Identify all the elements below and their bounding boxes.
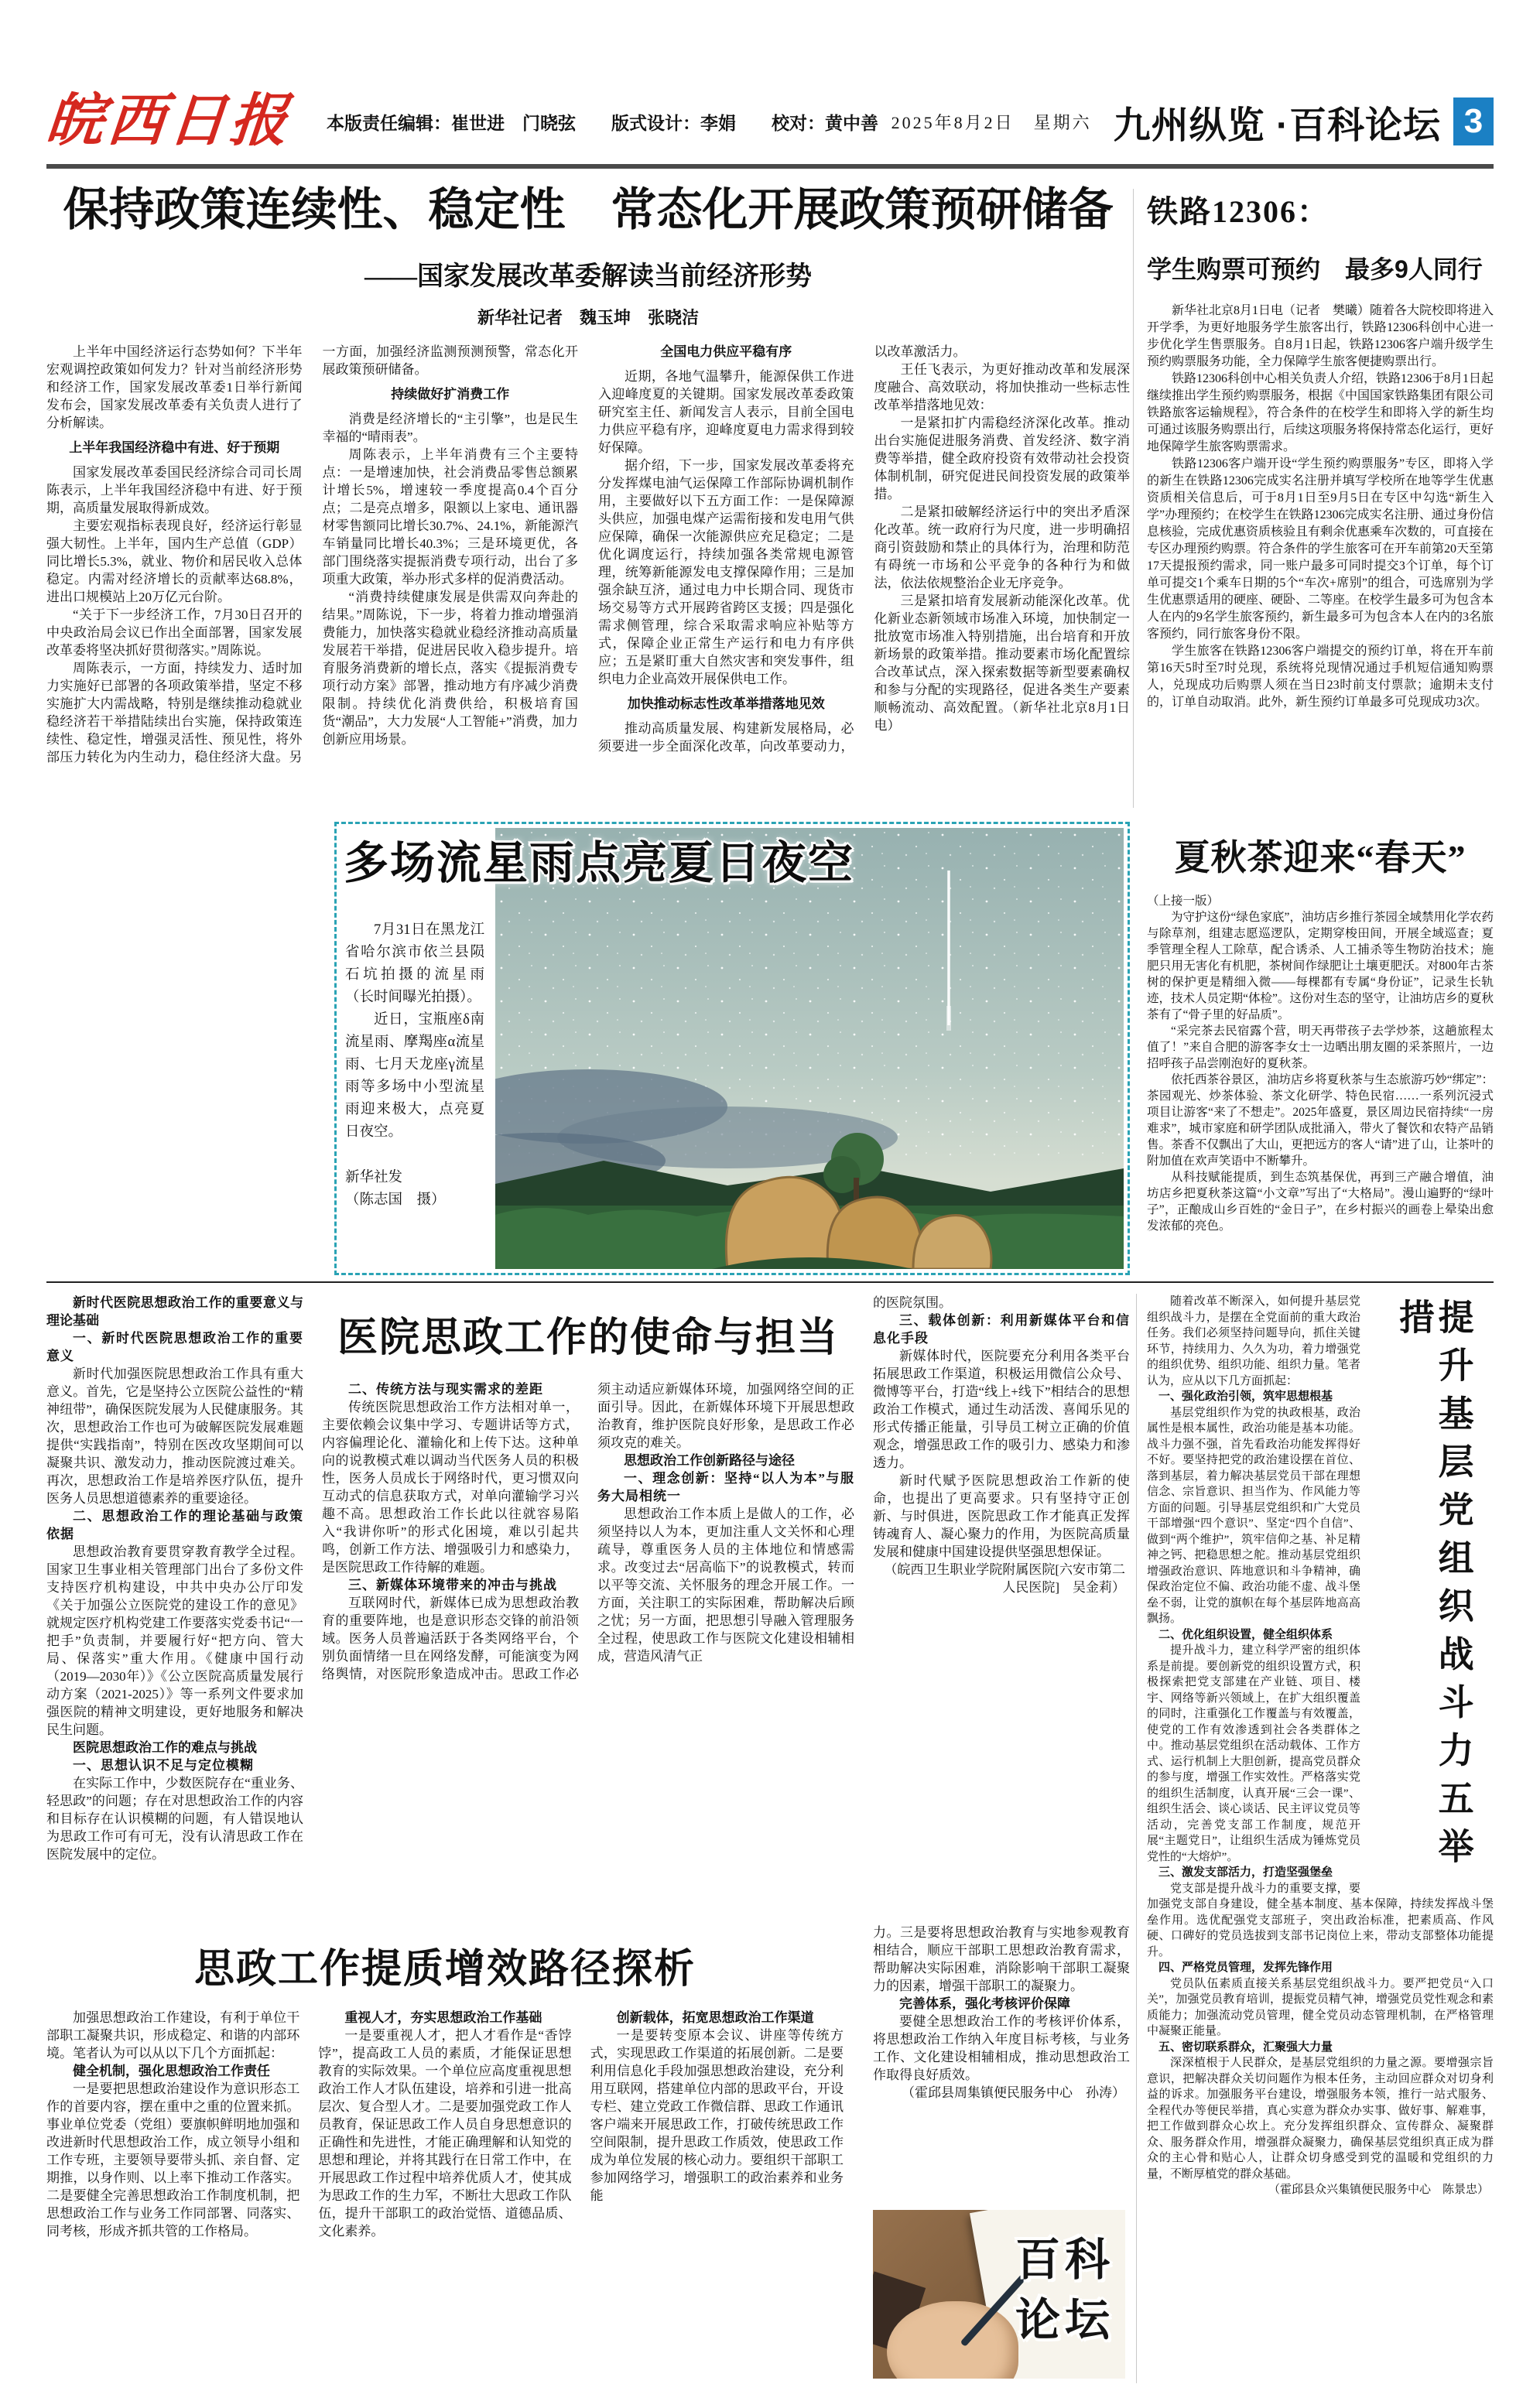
forum-logo-box (873, 2210, 1125, 2379)
paragraph: 互联网时代，新媒体已成为思想政治教育的重要阵地，也是意识形态交锋的前沿领域。医务人员普遍活跃于各类网络平台，个别负面情绪一旦在网络发酵，可能演变为网络舆情，对医院形象造成冲击。思政工作必须主动适应新媒体环境，加强网络空间的正面引导。因此，在新媒体环境下开展思想政治教育，维护医院良好形象，是思政工作必须攻克的难关。 (322, 1382, 854, 1681)
page-header (43, 84, 1494, 159)
bold-subhead: 三、激发支部活力，打造坚强堡垒 (1158, 1866, 1333, 1879)
paragraph: 周陈表示，上半年消费有三个主要特点：一是增速加快，社会消费品零售总额累计增长5%，增速较一季度提高0.4个百分点；二是亮点增多，限额以上家电、通讯器材零售额同比增长30.7%、24.1%，新能源汽车销量同比增长40.3%；三是环境更优，各部门围绕落实提振消费专项行动，出台了多项重大政策，举办形式多样的促消费活动。 (322, 446, 578, 587)
bold-subhead: 创新载体，拓宽思想政治工作渠道 (616, 2010, 814, 2025)
paragraph: 传统医院思想政治工作方法相对单一，主要依赖会议集中学习、专题讲话等方式，内容偏理论化、灌输化和上传下达。这种单向的说教模式难以调动当代医务人员的积极性，医务人员成长于网络时代，更习惯双向互动式的信息获取方式，对单向灌输学习兴趣不高。思想政治工作长此以往就容易陷入“我讲你听”的形式化困境，难以引起共鸣，创新工作方法、增强吸引力和感染力，是医院思政工作待解的难题。 (322, 1400, 579, 1575)
paragraph: 一是要重视人才，把人才看作是“香饽饽”，提高政工人员的素质，才能保证思想教育的实际效果。一个单位应高度重视思想政治工作人才队伍建设，培养和引进一批高层次、复合型人才。二是要加强党政工作人员教育，保证思政工作人员自身思想意识的正确性和先进性，才能正确理解和认知党的思想和理论，并将其践行在日常工作中，在开展思政工作过程中培养优质人才，使其成为思政工作的生力军，不断壮大思政工作队伍，提升干部职工的政治觉悟、道德品质、文化素养。 (318, 2028, 572, 2239)
paragraph: 国家发展改革委国民经济综合司司长周陈表示，上半年我国经济稳中有进、好于预期，高质量发展取得新成效。 (46, 464, 303, 515)
paragraph-continued: （上接一版） (1147, 894, 1220, 908)
paragraph: 深深植根于人民群众，是基层党组织的力量之源。要增强宗旨意识，把解决群众关切问题作为根本任务，主动回应群众对切身利益的诉求。加强服务平台建设，增强服务本领，推行一站式服务、全程代办等便民举措，真心实意为群众办实事、做好事、解难事，把工作做到群众心坎上。充分发挥组织群众、宣传群众、凝聚群众、服务群众作用，增强群众凝聚力，确保基层党组织真正成为群众的主心骨和贴心人，让群众切身感受到党的温暖和党组织的力量，不断厚植党的群众基础。 (1147, 2057, 1494, 2181)
forum-logo-line1: 百科 (1015, 2235, 1114, 2285)
page-number-badge: 3 (1453, 97, 1494, 145)
paragraph: 铁路12306科创中心相关负责人介绍，铁路12306于8月1日起继续推出学生预约购票服务，根据《中国国家铁路集团有限公司铁路旅客运输规程》，符合条件的在校学生和即将入学的新生均可通过该服务购票出行，后续这项服务将保持常态化运行，更好地保障学生旅客购票需求。 (1147, 372, 1494, 453)
editors-line: 本版责任编辑：崔世进 门晓弦 版式设计：李娟 校对：黄中善 (327, 112, 878, 133)
paragraph: 新时代赋予医院思想政治工作新的使命，也提出了更高要求。只有坚持守正创新、与时俱进，医院思政工作才能真正发挥铸魂育人、凝心聚力的作用，为医院高质量发展和健康中国建设提供坚强思想保证。 (873, 1473, 1130, 1559)
paragraph: 上半年中国经济运行态势如何？下半年宏观调控政策如何发力？针对当前经济形势和经济工作，国家发展改革委1日举行新闻发布会，国家发展改革委有关负责人进行了分析解读。 (46, 344, 303, 430)
hospital-column-left (46, 1294, 303, 1903)
meteor-shower-photo (495, 828, 1124, 1269)
quality-column-right (873, 1924, 1130, 2388)
article-main-economy (46, 183, 1130, 795)
paragraph: 一是要转变原本会议、讲座等传统方式，实现思政工作渠道的拓展创新。二是要利用信息化手段加强思想政治建设，充分利用互联网，搭建单位内部的思政平台，开设专栏、建立党政工作微信群、思政工作通讯客户端来开展思政工作，打破传统思政工作空间限制，提升思政工作质效，使思政工作成为单位发展的核心动力。要组织干部职工参加网络学习，增强职工的政治素养和业务能 (590, 2028, 844, 2203)
paragraph: 加强思想政治工作建设，有利于单位干部职工凝聚共识，形成稳定、和谐的内部环境。笔者认为可以从以下几个方面抓起： (46, 2010, 300, 2061)
quality-main-body (46, 2009, 844, 2385)
tea-headline: 夏秋茶迎来“春天” (1174, 838, 1466, 877)
paragraph: 基层党组织作为党的执政根基，政治属性是根本属性，政治功能是基本功能。战斗力强不强，首先看政治功能发挥得好不好。要坚持把党的政治建设摆在首位、落到基层，着力解决基层党员干部在理想信念、宗旨意识、担当作为、作风能力等方面的问题。引导基层党组织和广大党员干部增强“四个意识”、坚定“四个自信”、做到“两个维护”，筑牢信仰之基、补足精神之钙、把稳思想之舵。推动基层党组织增强政治意识、阵地意识和斗争精神，确保政治定位不偏、政治功能不虚、战斗堡垒不弱，让党的旗帜在每个基层阵地高高飘扬。 (1147, 1406, 1360, 1625)
vertical-divider-bottom (1136, 1294, 1137, 2383)
paragraph: 推动高质量发展、构建新发展格局，必须要进一步全面深化改革，向改革要动力，以改革激活力。 (598, 344, 967, 754)
section-title: 九州纵览 ·百科论坛 (1113, 104, 1441, 146)
rail-article-body (1147, 303, 1494, 844)
photo-caption-text (345, 919, 484, 1144)
bold-subhead: 新时代医院思想政治工作的重要意义与理论基础 (46, 1295, 303, 1328)
paragraph: 三是紧扣培育发展新动能深化改革。优化新业态新领域市场准入环境，加快制定一批放宽市场准入特别措施，出台培育和开放新场景的政策举措。推动要素市场化配置综合改革试点，深入探索数据等新型要素确权和参与分配的实现路径，促进各类生产要素顺畅流动、高效配置。（新华社北京8月1日电） (874, 593, 1130, 733)
paragraph: “消费持续健康发展是供需双向奔赴的结果。”周陈说，下一步，将着力推动增强消费能力，加快落实稳就业稳经济推动高质量发展若干举措，促进居民收入稳步提升。培育服务消费新的增长点，落实《提振消费专项行动方案》部署，推动地方有序减少消费限制。持续优化消费供给，积极培育国货“潮品”，大力发展“人工智能+”消费，加力创新应用场景。 (322, 589, 578, 747)
bold-subhead: 健全机制，强化思想政治工作责任 (73, 2064, 270, 2078)
paragraph: 党员队伍素质直接关系基层党组织战斗力。要严把党员“入口关”，加强党员教育培训，提振党员精气神，增强党员党性观念和素质能力；加强流动党员管理，健全党员动态管理机制，在严格管理中凝聚正能量。 (1147, 1977, 1494, 2037)
article-hospital-ideology (46, 1294, 1130, 1903)
kai-subhead: 一、理念创新：坚持“以人为本”与服务大局相统一 (597, 1471, 854, 1503)
photo-credit-agency: 新华社发 (345, 1170, 403, 1185)
article-railway-12306 (1147, 187, 1494, 844)
paragraph: 消费是经济增长的“主引擎”，也是民生幸福的“晴雨表”。 (322, 411, 578, 444)
column-subhead: 上半年我国经济稳中有进、好于预期 (69, 440, 280, 455)
paragraph: 提升战斗力，建立科学严密的组织体系是前提。要创新党的组织设置方式，积极探索把党支部建在产业链、项目、楼宇、网络等新兴领域上，在扩大组织覆盖的同时，注重强化工作覆盖与有效覆盖，使党的工作有效渗透到社会各类群体之中。推动基层党组织在活动载体、工作方式、运行机制上大胆创新，提高党员群众的参与度，增强工作实效性。严格落实党的组织生活制度，认真开展“三会一课”、组织生活会、谈心谈话、民主评议党员等活动，完善党支部工作制度，规范开展“主题党日”，让组织生活成为锤炼党员党性的“大熔炉”。 (1147, 1644, 1360, 1863)
kai-subhead: 一、思想认识不足与定位模糊 (73, 1758, 254, 1773)
article-quality-paths (46, 1924, 1130, 2388)
kai-subhead: 三、载体创新：利用新媒体平台和信息化手段 (873, 1313, 1130, 1346)
author-attribution: （霍邱县众兴集镇便民服务中心 陈景忠） (1268, 2184, 1489, 2196)
header-rule (46, 164, 1494, 169)
kai-subhead: 一、新时代医院思想政治工作的重要意义 (46, 1331, 303, 1363)
bold-subhead: 二、优化组织设置，健全组织体系 (1158, 1627, 1333, 1641)
bold-subhead: 四、严格党员管理，发挥先锋作用 (1158, 1961, 1333, 1974)
paragraph-continued: 的医院氛围。 (873, 1295, 952, 1310)
paragraph: 近期，各地气温攀升，能源保供工作进入迎峰度夏的关键期。国家发展改革委政策研究室主任、新闻发言人表示，目前全国电力供应平稳有序，迎峰度夏电力需求得到较好保障。 (598, 368, 854, 455)
date-line: 2025年8月2日 星期六 (891, 112, 1092, 132)
forum-logo-line2: 论坛 (1015, 2295, 1114, 2345)
hospital-column-right (873, 1294, 1130, 1903)
paragraph: 7月31日在黑龙江省哈尔滨市依兰县陨石坑拍摄的流星雨（长时间曝光拍摄）。 (345, 922, 484, 1005)
paragraph: 在实际工作中，少数医院存在“重业务、轻思政”的问题；存在对思想政治工作的内容和目标存在认识模糊的问题，有人错误地认为思政工作可有可无，没有认清思政工作在医院发展中的定位。 (46, 1776, 303, 1862)
main-headline: 保持政策连续性、稳定性 常态化开展政策预研储备 (63, 184, 1114, 235)
hospital-middle-body (322, 1380, 854, 1894)
article-tea (1147, 829, 1494, 1277)
paragraph: 新华社北京8月1日电（记者 樊曦）随着各大院校即将进入开学季，为更好地服务学生旅客出行，铁路12306科创中心进一步优化学生售票服务。自8月1日起，铁路12306客户端升级学生预约购票服务功能，全力保障学生旅客便捷购票出行。 (1147, 304, 1494, 368)
paragraph: 要健全思想政治工作的考核评价体系，将思想政治工作纳入年度目标考核，与业务工作、文化建设相辅相成，推动思想政治工作取得良好质效。 (873, 2014, 1130, 2082)
bold-subhead: 一、强化政治引领，筑牢思想根基 (1158, 1390, 1333, 1403)
section-divider-rule (46, 1281, 1494, 1283)
paragraph: 党支部是提升战斗力的重要支撑，要加强党支部自身建设，健全基本制度、基本保障，持续发挥战斗堡垒作用。选优配强党支部班子，突出政治标准，把素质高、作风硬、口碑好的党员选拔到支部书记岗位上来，带动支部整体功能提升。 (1147, 1882, 1494, 1958)
rail-kicker: 铁路12306： (1147, 194, 1330, 229)
paragraph: 随着改革不断深入，如何提升基层党组织战斗力，是摆在全党面前的重大政治任务。我们必须坚持问题导向，抓住关键环节，持续用力、久久为功，着力增强党的组织优势、组织功能、组织力量。笔者认为，应从以下几方面抓起： (1147, 1295, 1360, 1387)
photo-credit-photographer: （陈志国 摄） (345, 1192, 446, 1208)
paragraph: 学生旅客在铁路12306客户端提交的预约订单，将在开车前第16天5时至7时兑现，系统将兑现情况通过手机短信通知购票人，兑现成功后购票人须在当日23时前支付票款；逾期未支付的，订单自动取消。此外，新生预约订单最多可兑现成功3次。 (1147, 645, 1494, 709)
paragraph: 主要宏观指标表现良好，经济运行彰显强大韧性。上半年，国内生产总值（GDP）同比增长5.3%，就业、物价和居民收入总体稳定。内需对经济增长的贡献率达68.8%，进出口规模站上20万亿元台阶。 (46, 518, 303, 604)
paragraph: 思想政治工作本质上是做人的工作，必须坚持以人为本，更加注重人文关怀和心理疏导，尊重医务人员的主体地位和情感需求。改变过去“居高临下”的说教模式，转而以平等交流、关怀服务的理念开展工作。一方面，关注职工的实际困难，帮助解决后顾之忧；另一方面，把思想引导融入管理服务全过程，使思政工作与医院文化建设相辅相成，营造风清气正 (597, 1507, 854, 1664)
paragraph: 新媒体时代，医院要充分利用各类平台拓展思政工作渠道，积极运用微信公众号、微博等平台，打造“线上+线下”相结合的思想政治工作模式，通过生动活泼、喜闻乐见的形式传播正能量，引导员工树立正确的价值观念，增强思政工作的吸引力、感染力和渗透力。 (873, 1349, 1130, 1470)
paragraph: 从科技赋能提质，到生态筑基保优，再到三产融合增值，油坊店乡把夏秋茶这篇“小文章”写出了“大格局”。漫山遍野的“绿叶子”，正酿成山乡百姓的“金日子”，在乡村振兴的画卷上晕染出愈发浓郁的亮色。 (1147, 1171, 1494, 1233)
vertical-divider-top (1133, 189, 1134, 808)
paragraph: 铁路12306客户端开设“学生预约购票服务”专区，即将入学的新生在铁路12306完成实名注册并填写学校所在地等学生优惠资质相关信息后，可于8月1日至9月5日在专区中勾选“新生入学”办理预约；在校学生在铁路12306完成实名注册、通过身份信息核验，完成优惠资质核验且有剩余优惠乘车次数的，可直接在专区办理预约购票。符合条件的学生旅客可在开车前第20天至第17天提报预约需求，同一账户最多可同时提交3个订单，每个订单可提交1个乘车日期的5个“车次+席别”的组合，可选席别为学生优惠票适用的硬座、硬卧、二等座。在校学生最多可为包含本人在内的9名学生旅客预约，新生最多可为包含本人在内的3名旅客预约，同行旅客身份不限。 (1147, 457, 1494, 641)
paragraph: “采完茶去民宿露个营，明天再带孩子去学炒茶，这趟旅程太值了！”来自合肥的游客李女士一边晒出朋友圈的采茶照片，一边招呼孩子品尝刚泡好的夏秋茶。 (1147, 1024, 1494, 1070)
column-subhead: 全国电力供应平稳有序 (660, 344, 792, 359)
rail-headline: 学生购票可预约 最多9人同行 (1147, 255, 1483, 283)
forum-logo-text (1015, 2230, 1114, 2351)
paragraph: 依托西茶谷景区，油坊店乡将夏秋茶与生态旅游巧妙“绑定”：茶园观光、炒茶体验、茶文化研学、特色民宿……一系列沉浸式项目让游客“来了不想走”。2025年盛夏，景区周边民宿持续“一房难求”，城市家庭和研学团队成批涌入，带火了餐饮和农特产品销售。茶香不仅飘出了大山，更把远方的客人“请”进了山，让茶叶的附加值在欢声笑语中不断攀升。 (1147, 1073, 1494, 1168)
kai-subhead: 二、传统方法与现实需求的差距 (348, 1382, 543, 1397)
paragraph: 周陈表示，一方面，持续发力、适时加力实施好已部署的各项政策举措，坚定不移实施扩大内需战略，特别是继续推动稳就业稳经济若干举措陆续出台实施，保持政策连续性、稳定性，增强灵活性、预见性，将外部压力转化为内生动力，稳住经济大盘。另一方面，加强经济监测预测预警，常态化开展政策预研储备。 (46, 344, 578, 764)
main-article-body (46, 343, 1130, 795)
tea-article-body (1147, 893, 1494, 1234)
bold-subhead: 思想政治工作创新路径与途径 (624, 1453, 795, 1468)
kai-subhead: 三、新媒体环境带来的冲击与挑战 (348, 1578, 557, 1592)
paragraph: 据介绍，下一步，国家发展改革委将充分发挥煤电油气运保障工作部际协调机制作用，主要做好以下五方面工作：一是保障源头供应，加强电煤产运需衔接和发电用气供应保障，确保一次能源供应充足稳定；二是优化调度运行，持续加强各类常规电源管理，统筹新能源发电支撑保障作用；三是加强余缺互济，通过电力中长期合同、现货市场交易等方式开展跨省跨区支援；四是强化需求侧管理，综合采取需求响应补贴等方式，保障企业正常生产运行和电力有序供应；五是紧盯重大自然灾害和突发事件，组织电力企业高效开展保供电工作。 (598, 457, 854, 686)
quality-right-body (873, 1924, 1130, 2202)
paragraph-continued: 力。三是要将思想政治教育与实地参观教育相结合，顺应干部职工思想政治教育需求，帮助解决实际困难，消除影响干部职工凝聚力的因素，增强干部职工的凝聚力。 (873, 1925, 1130, 1993)
paragraph: 新时代加强医院思想政治工作具有重大意义。首先，它是坚持公立医院公益性的“精神纽带”，确保医院发展为人民健康服务。其次，思想政治工作也可为破解医院发展难题提供“实践指南”，特别在医改攻坚期间可以凝聚共识、激发动力，推动医院渡过难关。再次，思想政治工作是培养医疗队伍，提升医务人员思想道德素养的重要途径。 (46, 1366, 303, 1506)
paragraph: 为守护这份“绿色家底”，油坊店乡推行茶园全域禁用化学农药与除草剂，组建志愿巡逻队，定期穿梭田间，开展全域巡查；夏季管理全程人工除草，配合诱杀、人工捕杀等生物防治技术；施肥只用无害化有机肥，茶树间作绿肥让土壤更肥沃。对800年古茶树的保护更是精细入微——每棵都有专属“身份证”，记录生长轨迹，技术人员定期“体检”。这份对生态的坚守，让油坊店乡的夏秋茶有了“骨子里的好品质”。 (1147, 911, 1494, 1021)
photo-feature-title: 多场流星雨点亮夏日夜空 (344, 838, 855, 888)
party-vertical-headline (1373, 1298, 1494, 1874)
paragraph: 近日，宝瓶座δ南流星雨、摩羯座α流星雨、七月天龙座γ流星雨等多场中小型流星雨迎来极大，点亮夏日夜空。 (345, 1012, 484, 1140)
paragraph: “关于下一步经济工作，7月30日召开的中央政治局会议已作出全面部署，国家发展改革委将坚决抓好贯彻落实。”周陈说。 (46, 607, 303, 658)
bold-subhead: 重视人才，夯实思想政治工作基础 (344, 2010, 542, 2025)
article-party-building (1147, 1294, 1494, 2383)
kai-subhead: 二、思想政治工作的理论基础与政策依据 (46, 1509, 303, 1541)
paragraph: 思想政治教育要贯穿教育教学全过程。国家卫生事业相关管理部门出台了多份文件支持医疗机构建设，中共中央办公厅印发《关于加强公立医院党的建设工作的意见》就规定医疗机构党建工作要落实党委书记“一把手”负责制，并要履行好“把方向、管大局、保落实”重大作用。《健康中国行动（2019—2030年）》《公立医院高质量发展行动方案（2021-2025）》等一系列文件要求加强医院的精神文明建设，更好地服务和解决民生问题。 (46, 1544, 303, 1737)
paragraph: 王任飞表示，为更好推动改革和发展深度融合、高效联动，将加快推动一些标志性改革举措落地见效： (874, 361, 1130, 412)
author-attribution: （霍邱县周集镇便民服务中心 孙涛） (902, 2085, 1125, 2100)
main-byline: 新华社记者 魏玉坤 张晓洁 (477, 307, 699, 327)
meteor-photo-illustration (495, 828, 1124, 1269)
bold-subhead: 医院思想政治工作的难点与挑战 (73, 1740, 257, 1755)
party-vertical-headline-text: 提升基层党组织战斗力五举措 (1395, 1298, 1473, 1874)
hospital-headline: 医院思政工作的使命与担当 (337, 1316, 839, 1360)
column-subhead: 持续做好扩消费工作 (391, 386, 510, 402)
main-subtitle: ——国家发展改革委解读当前经济形势 (364, 262, 812, 291)
author-attribution: （皖西卫生职业学院附属医院[六安市第二人民医院] 吴金莉） (884, 1562, 1125, 1595)
hospital-column-middle (322, 1294, 854, 1903)
column-subhead: 加快推动标志性改革举措落地见效 (627, 696, 825, 711)
paragraph: 一是要把思想政治建设作为意识形态工作的首要内容，摆在重中之重的位置来抓。事业单位党委（党组）要旗帜鲜明地加强和改进新时代思想政治工作，成立领导小组和工作专班，主要领导要带头抓、亲自督、定期推，以身作则、以上率下推动工作落实。二是要健全完善思想政治工作制度机制，把思想政治工作与业务工作同部署、同落实、同考核，形成齐抓共管的工作格局。 (46, 2081, 300, 2239)
paragraph: 二是紧扣破解经济运行中的突出矛盾深化改革。统一政府行为尺度，进一步明确招商引资鼓励和禁止的具体行为，治理和防范有碍统一市场和公平竞争的各种行为和做法，依法依规整治企业无序竞争。 (874, 504, 1130, 590)
newspaper-masthead: 皖西日报 (43, 90, 294, 153)
photo-caption (345, 919, 484, 1212)
bold-subhead: 五、密切联系群众，汇聚强大力量 (1158, 2040, 1333, 2054)
paragraph: 一是紧扣扩内需稳经济深化改革。推动出台实施促进服务消费、首发经济、数字消费等举措，健全政府投资有效带动社会投资体制机制，研究促进民间投资发展的政策举措。 (874, 415, 1130, 501)
quality-headline: 思政工作提质增效路径探析 (193, 1948, 696, 1992)
bold-subhead: 完善体系，强化考核评价保障 (899, 1996, 1070, 2011)
